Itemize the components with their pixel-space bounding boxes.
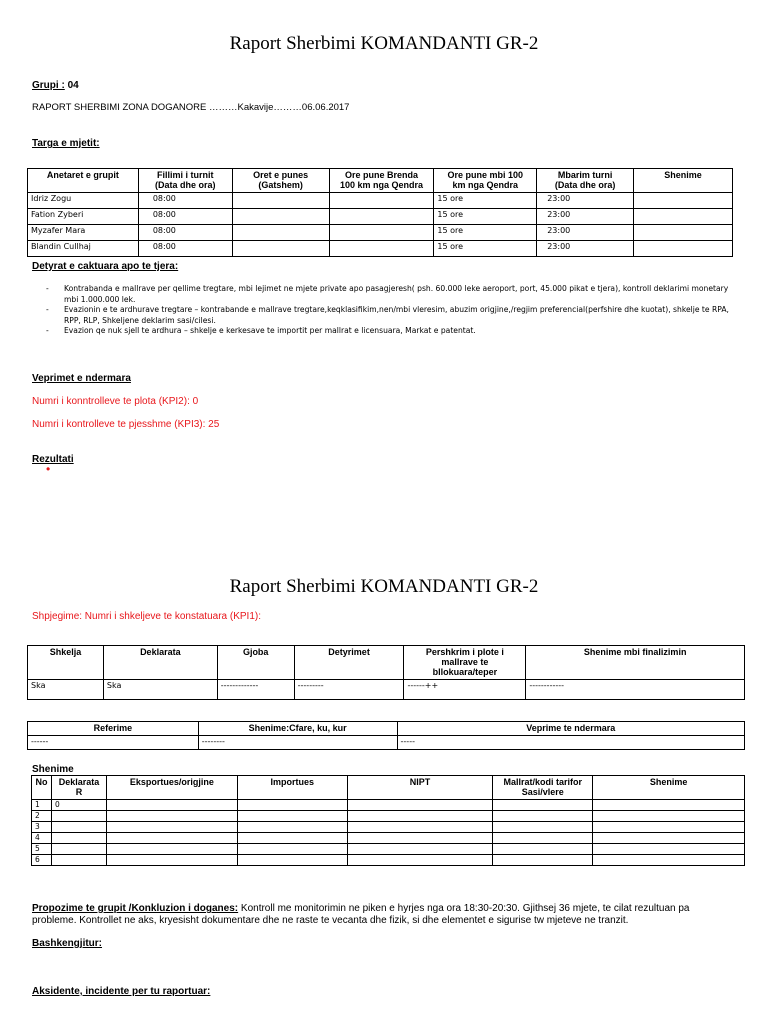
shenime-table [31, 775, 745, 866]
table-cell: ------------ [526, 680, 745, 700]
table-cell: 2 [32, 811, 52, 822]
table-cell [237, 822, 347, 833]
column-header: Shenime [634, 169, 733, 193]
referime-table [27, 721, 745, 750]
table-cell: 08:00 [138, 209, 232, 225]
table-cell: ------------- [217, 680, 294, 700]
column-header: Veprime te ndermara [397, 722, 744, 736]
table-cell [232, 193, 329, 209]
table-row [28, 225, 733, 241]
table-row [32, 811, 745, 822]
table-cell: ------++ [404, 680, 526, 700]
table-cell [51, 822, 106, 833]
column-header: NIPT [347, 776, 493, 800]
detyrat-list [46, 284, 742, 337]
grupi-value: 04 [67, 80, 79, 91]
table-cell [51, 844, 106, 855]
table-cell: 23:00 [537, 225, 634, 241]
table-row [32, 844, 745, 855]
table-cell: 08:00 [138, 193, 232, 209]
table-cell: -------- [198, 736, 397, 750]
table-cell [106, 855, 237, 866]
table-cell: 15 ore [434, 209, 537, 225]
table-row [28, 241, 733, 257]
table-cell [593, 855, 745, 866]
aksidente-label: Aksidente, incidente per tu raportuar: [32, 986, 211, 997]
table-cell [634, 209, 733, 225]
table-cell: ----- [397, 736, 744, 750]
report2-title: Raport Sherbimi KOMANDANTI GR-2 [229, 576, 539, 597]
detyrat-label: Detyrat e caktuara apo te tjera: [32, 261, 179, 272]
table-cell [106, 833, 237, 844]
table-cell [634, 193, 733, 209]
column-header: Fillimi i turnit (Data dhe ora) [138, 169, 232, 193]
column-header: Ore pune Brenda 100 km nga Qendra [329, 169, 434, 193]
table-cell [329, 193, 434, 209]
table-cell [329, 209, 434, 225]
shenime-label: Shenime [32, 764, 74, 775]
table-cell: Fation Zyberi [28, 209, 139, 225]
members-table [27, 168, 733, 257]
propozime-label: Propozime te grupit /Konkluzion i doganes: [32, 903, 239, 914]
table-cell: 6 [32, 855, 52, 866]
list-item: - Evazionin e te ardhurave tregtare – kontrabande e mallrave tregtare,keqklasifikim,nen/mbi vleresim, abuzim origjine,/regjim preferencial(perfshire dhe kuotat), shkelje te RPA, RPP, RLP, Shkeljene deklarim sasi/cilesi. [46, 305, 742, 326]
table-cell [347, 822, 493, 833]
table-cell [232, 225, 329, 241]
table-row [28, 209, 733, 225]
table-row [28, 193, 733, 209]
table-row [32, 833, 745, 844]
table-cell: 08:00 [138, 241, 232, 257]
rezultati-bullet: • [46, 462, 51, 476]
column-header: Pershkrim i plote i mallrave te bllokuara/teper [404, 646, 526, 680]
table-cell: 5 [32, 844, 52, 855]
table-row [28, 736, 745, 750]
table-cell: 1 [32, 800, 52, 811]
grupi-line [32, 80, 79, 91]
table-cell: 15 ore [434, 193, 537, 209]
column-header: Oret e punes (Gatshem) [232, 169, 329, 193]
table-cell [593, 833, 745, 844]
column-header: Deklarata [103, 646, 217, 680]
shpjegime-text: Shpjegime: Numri i shkeljeve te konstatuara (KPI1): [32, 611, 261, 622]
table-cell [237, 855, 347, 866]
table-cell [593, 800, 745, 811]
table-cell [493, 855, 593, 866]
table-cell [51, 833, 106, 844]
rezultati-label: Rezultati [32, 454, 74, 465]
table-cell: Ska [103, 680, 217, 700]
shkelje-table [27, 645, 745, 700]
table-cell [329, 225, 434, 241]
table-cell [51, 855, 106, 866]
table-cell [347, 833, 493, 844]
table-cell: Ska [28, 680, 104, 700]
column-header: Eksportues/origjine [106, 776, 237, 800]
table-cell: 4 [32, 833, 52, 844]
column-header: Shenime mbi finalizimin [526, 646, 745, 680]
propozime-block [32, 903, 722, 927]
targa-label: Targa e mjetit: [32, 138, 100, 149]
table-row [28, 680, 745, 700]
column-header: Shkelja [28, 646, 104, 680]
table-cell: Myzafer Mara [28, 225, 139, 241]
list-item: - Kontrabanda e mallrave per qellime tregtare, mbi lejimet ne mjete private apo pasagjeresh( psh. 60.000 leke aeroport, port, 45.000 pikat e tjera), kontroll deklarimi monetary mbi 1.000.000 lek. [46, 284, 742, 305]
zona-line: RAPORT SHERBIMI ZONA DOGANORE ………Kakavije………06.06.2017 [32, 102, 350, 113]
column-header: Ore pune mbi 100 km nga Qendra [434, 169, 537, 193]
table-cell [237, 833, 347, 844]
table-cell [493, 811, 593, 822]
table-cell [106, 844, 237, 855]
column-header: Importues [237, 776, 347, 800]
table-cell [51, 811, 106, 822]
column-header: Deklarata R [51, 776, 106, 800]
veprimet-label: Veprimet e ndermara [32, 373, 131, 384]
table-row [32, 822, 745, 833]
table-cell [106, 811, 237, 822]
table-cell: 23:00 [537, 193, 634, 209]
table-cell: 15 ore [434, 225, 537, 241]
table-cell [593, 844, 745, 855]
column-header: No [32, 776, 52, 800]
column-header: Referime [28, 722, 199, 736]
table-cell [106, 800, 237, 811]
list-item: - Evazion qe nuk sjell te ardhura – shkelje e kerkesave te importit per mallrat e licensuara, Markat e patentat. [46, 326, 742, 337]
members-header-row [28, 169, 733, 193]
report-title: Raport Sherbimi KOMANDANTI GR-2 [229, 33, 539, 54]
table-cell [493, 822, 593, 833]
table-cell [593, 811, 745, 822]
column-header: Mbarim turni (Data dhe ora) [537, 169, 634, 193]
table-cell [106, 822, 237, 833]
table-cell [237, 811, 347, 822]
table-cell [493, 800, 593, 811]
column-header: Detyrimet [294, 646, 404, 680]
kpi3-text: Numri i kontrolleve te pjesshme (KPI3): 25 [32, 419, 220, 430]
table-cell [347, 855, 493, 866]
grupi-label: Grupi : [32, 80, 65, 91]
table-row [32, 800, 745, 811]
table-cell: ------ [28, 736, 199, 750]
table-cell [232, 241, 329, 257]
table-cell [347, 811, 493, 822]
column-header: Shenime:Cfare, ku, kur [198, 722, 397, 736]
table-cell [237, 800, 347, 811]
table-row [32, 855, 745, 866]
kpi2-text: Numri i konntrolleve te plota (KPI2): 0 [32, 396, 199, 407]
table-cell: Blandin Cullhaj [28, 241, 139, 257]
table-cell: Idriz Zogu [28, 193, 139, 209]
table-cell [493, 844, 593, 855]
table-cell [593, 822, 745, 833]
table-cell: 23:00 [537, 241, 634, 257]
column-header: Mallrat/kodi tarifor Sasi/vlere [493, 776, 593, 800]
table-cell: 08:00 [138, 225, 232, 241]
table-cell [634, 225, 733, 241]
table-cell: 15 ore [434, 241, 537, 257]
table-cell: 0 [51, 800, 106, 811]
table-cell [232, 209, 329, 225]
table-cell [347, 800, 493, 811]
table-cell [237, 844, 347, 855]
table-cell: --------- [294, 680, 404, 700]
table-cell: 23:00 [537, 209, 634, 225]
table-cell [329, 241, 434, 257]
bashkengjitur-label: Bashkengjitur: [32, 938, 103, 949]
column-header: Gjoba [217, 646, 294, 680]
table-cell [634, 241, 733, 257]
column-header: Anetaret e grupit [28, 169, 139, 193]
column-header: Shenime [593, 776, 745, 800]
table-cell [493, 833, 593, 844]
propozime-text: Kontroll me monitorimin ne piken e hyrjes nga ora 18:30-20:30. Gjithsej 36 mjete, te cilat rezultuan pa probleme. Kontrollet ne aks, kryesisht dokumentare dhe ne raste te vecanta dhe fizik, si dhe elementet e sigurise tw mjeteve ne tranzit. [32, 903, 690, 926]
table-cell [347, 844, 493, 855]
table-cell: 3 [32, 822, 52, 833]
